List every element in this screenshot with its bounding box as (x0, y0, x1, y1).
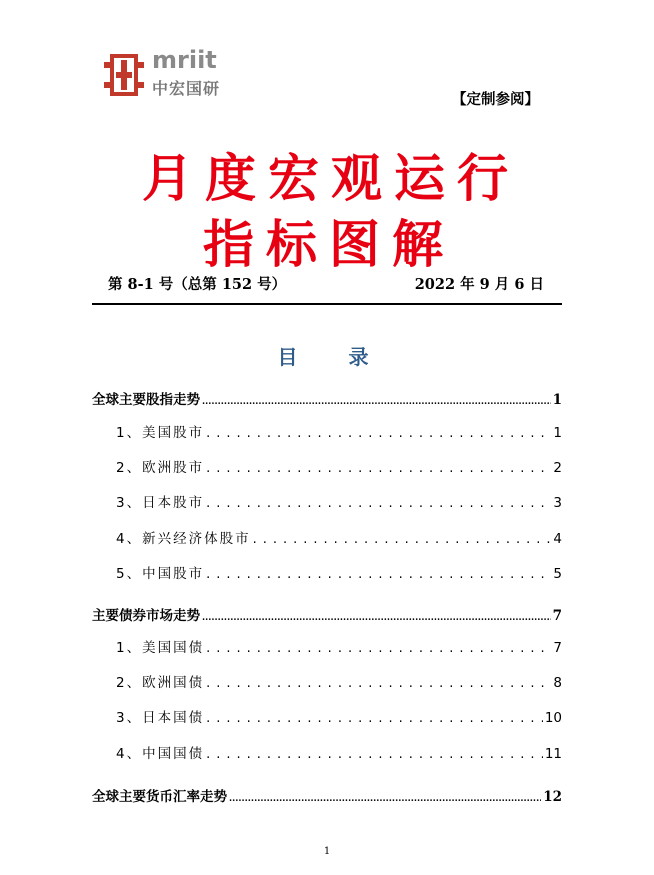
issue-number: 第 8-1 号（总第 152 号） (108, 276, 287, 293)
toc-entry-label: 全球主要货币汇率走势 (92, 789, 227, 805)
toc-entry-emerging-stocks[interactable] (92, 527, 562, 547)
toc-leader-dots (206, 641, 551, 656)
report-title-line2: 指标图解 (202, 216, 455, 275)
toc-entry-page: 1 (553, 425, 562, 441)
toc-leader-dots (206, 461, 551, 476)
toc-entry-us-stocks[interactable] (92, 421, 562, 441)
toc-entry-japan-bonds[interactable] (92, 706, 562, 726)
header-divider (92, 303, 562, 305)
toc-entry-global-stocks[interactable] (92, 388, 562, 408)
toc-leader-dots (206, 676, 551, 691)
toc-leader-dots (206, 496, 551, 511)
toc-leader-dots (206, 567, 551, 582)
toc-entry-label: 4、中国国债 (116, 746, 205, 762)
toc-entry-page: 2 (553, 460, 562, 476)
toc-entry-europe-bonds[interactable] (92, 671, 562, 691)
toc-entry-china-bonds[interactable] (92, 742, 562, 762)
toc-leader-dots (206, 426, 551, 441)
toc-entry-label: 5、中国股市 (116, 566, 205, 582)
toc-entry-page: 5 (553, 566, 562, 582)
toc-entry-page: 4 (553, 531, 562, 547)
toc-leader-dots (253, 532, 552, 547)
toc-entry-label: 2、欧洲股市 (116, 460, 205, 476)
issue-date: 2022 年 9 月 6 日 (414, 276, 544, 293)
toc-leader-dots (229, 794, 541, 804)
toc-entry-page: 7 (552, 608, 562, 624)
toc-heading: 目 录 (277, 345, 391, 369)
toc-leader-dots (206, 747, 543, 762)
mriit-logo-icon (104, 52, 144, 98)
toc-entry-bond-markets[interactable] (92, 604, 562, 624)
toc-entry-label: 1、美国股市 (116, 425, 205, 441)
logo-text-en: mriit (152, 46, 217, 74)
toc-entry-page: 3 (553, 495, 562, 511)
toc-entry-europe-stocks[interactable] (92, 456, 562, 476)
toc-entry-page: 7 (553, 640, 562, 656)
report-title-line1: 月度宏观运行 (141, 150, 520, 209)
toc-entry-page: 11 (544, 746, 562, 762)
distribution-tag: 【定制参阅】 (452, 92, 539, 108)
toc-leader-dots (202, 397, 551, 407)
page-number: 1 (323, 846, 331, 857)
toc-entry-china-stocks[interactable] (92, 562, 562, 582)
toc-entry-page: 8 (553, 675, 562, 691)
toc-entry-label: 2、欧洲国债 (116, 675, 205, 691)
toc-entry-label: 1、美国国债 (116, 640, 205, 656)
toc-entry-fx-rates[interactable] (92, 785, 562, 805)
toc-entry-label: 主要债券市场走势 (92, 608, 200, 624)
toc-entry-japan-stocks[interactable] (92, 491, 562, 511)
toc-leader-dots (202, 613, 551, 623)
toc-entry-page: 10 (544, 710, 562, 726)
toc-entry-label: 全球主要股指走势 (92, 392, 200, 408)
toc-entry-page: 1 (552, 392, 562, 408)
toc-entry-us-bonds[interactable] (92, 636, 562, 656)
toc-entry-label: 3、日本国债 (116, 710, 205, 726)
mriit-logo (104, 46, 224, 100)
toc-entry-label: 4、新兴经济体股市 (116, 531, 251, 547)
toc-entry-page: 12 (543, 789, 562, 805)
toc-leader-dots (206, 711, 543, 726)
logo-text-cn: 中宏国研 (152, 79, 221, 98)
toc-entry-label: 3、日本股市 (116, 495, 205, 511)
